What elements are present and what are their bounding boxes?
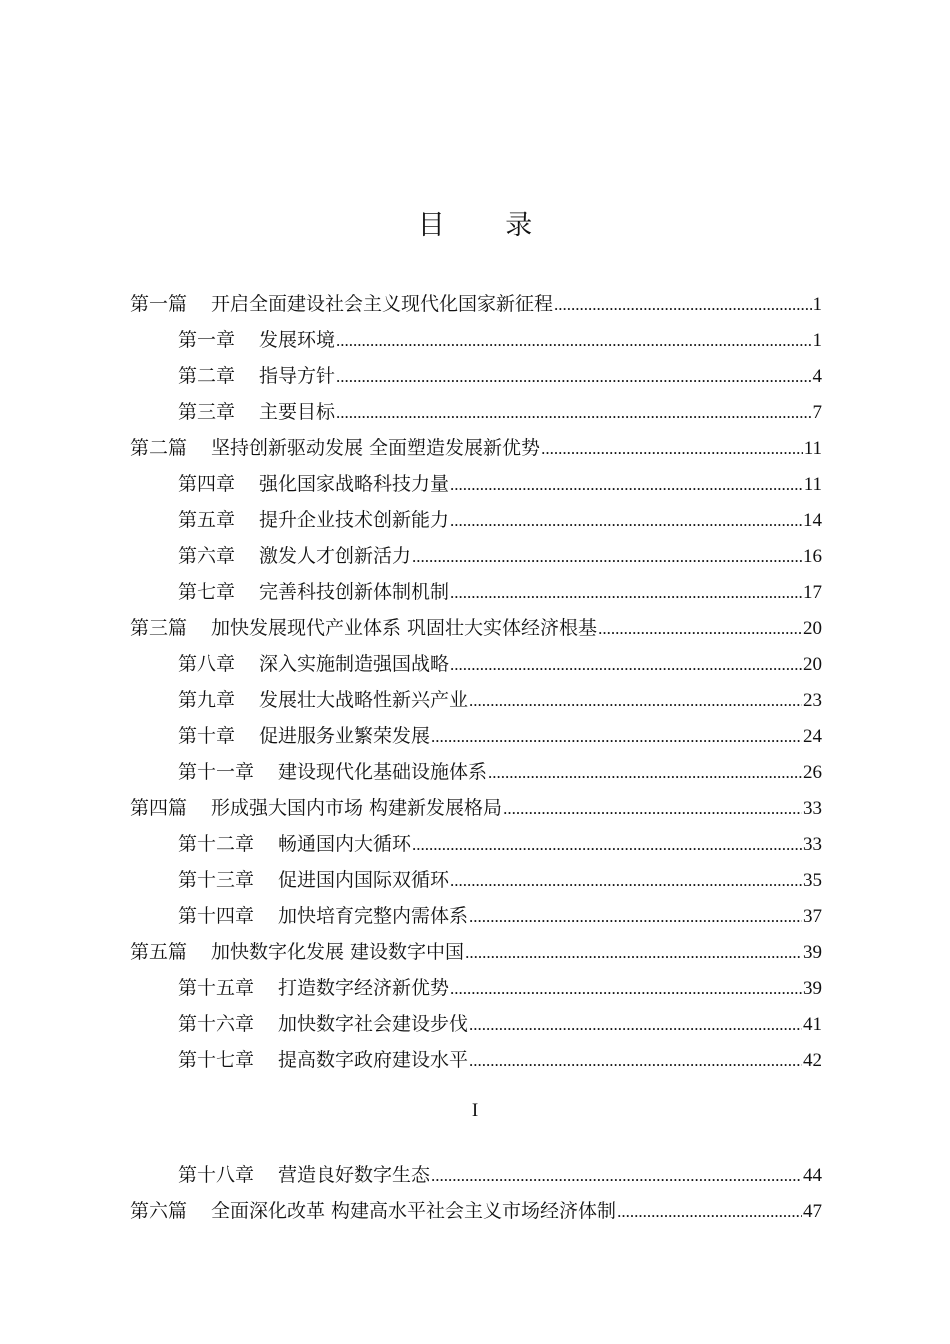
toc-entry-title: 加快数字社会建设步伐: [278, 1013, 469, 1035]
toc-entry-title: 坚持创新驱动发展 全面塑造发展新优势: [211, 437, 541, 459]
toc-dot-leader: [541, 431, 803, 467]
toc-list: [130, 286, 822, 1078]
toc-dot-leader: [450, 863, 802, 899]
toc-entry-title: 发展环境: [259, 329, 336, 351]
toc-entry-chapter[interactable]: [130, 538, 822, 574]
toc-dot-leader: [465, 935, 802, 971]
toc-entry-chapter[interactable]: [130, 646, 822, 682]
toc-entry-title: 完善科技创新体制机制: [259, 581, 450, 603]
toc-entry-title: 激发人才创新活力: [259, 545, 412, 567]
toc-entry-chapter[interactable]: [130, 970, 822, 1006]
toc-entry-title: 发展壮大战略性新兴产业: [259, 689, 469, 711]
toc-entry-chapter[interactable]: [130, 394, 822, 430]
toc-dot-leader: [469, 1043, 802, 1079]
toc-entry-title: 强化国家战略科技力量: [259, 473, 450, 495]
toc-entry-title: 促进国内国际双循环: [278, 869, 450, 891]
toc-entry-page: 7: [812, 402, 822, 423]
toc-entry-title: 加快发展现代产业体系 巩固壮大实体经济根基: [211, 617, 598, 639]
toc-entry-chapter[interactable]: [130, 322, 822, 358]
toc-entry-chapter[interactable]: [130, 466, 822, 502]
toc-entry-number: 第十七章: [178, 1049, 255, 1071]
toc-entry-page: 1: [812, 330, 822, 351]
toc-entry-part[interactable]: [130, 790, 822, 826]
toc-entry-title: 深入实施制造强国战略: [259, 653, 450, 675]
toc-entry-title: 加快数字化发展 建设数字中国: [211, 941, 465, 963]
toc-entry-page: 24: [803, 726, 822, 747]
toc-dot-leader: [336, 359, 811, 395]
toc-entry-number: 第一章: [178, 329, 236, 351]
toc-entry-page: 35: [803, 870, 822, 891]
toc-entry-page: 16: [803, 546, 822, 567]
toc-dot-leader: [450, 467, 803, 503]
toc-dot-leader: [469, 899, 802, 935]
toc-entry-page: 33: [803, 798, 822, 819]
toc-entry-number: 第三章: [178, 401, 236, 423]
toc-entry-number: 第四章: [178, 473, 236, 495]
toc-entry-page: 47: [803, 1201, 822, 1222]
toc-entry-page: 42: [803, 1050, 822, 1071]
toc-entry-chapter[interactable]: [130, 1006, 822, 1042]
toc-dot-leader: [450, 503, 802, 539]
toc-entry-number: 第十四章: [178, 905, 255, 927]
toc-entry-part[interactable]: [130, 934, 822, 970]
toc-dot-leader: [469, 683, 802, 719]
toc-entry-number: 第十三章: [178, 869, 255, 891]
toc-entry-page: 20: [803, 654, 822, 675]
toc-entry-title: 打造数字经济新优势: [278, 977, 450, 999]
toc-entry-title: 促进服务业繁荣发展: [259, 725, 431, 747]
toc-entry-number: 第四篇: [130, 797, 188, 819]
toc-entry-title: 全面深化改革 构建高水平社会主义市场经济体制: [211, 1200, 617, 1222]
toc-entry-page: 20: [803, 618, 822, 639]
toc-entry-page: 11: [803, 438, 822, 459]
toc-entry-page: 4: [812, 366, 822, 387]
toc-entry-number: 第一篇: [130, 293, 188, 315]
toc-entry-number: 第六篇: [130, 1200, 188, 1222]
toc-entry-page: 17: [803, 582, 822, 603]
toc-entry-page: 37: [803, 906, 822, 927]
toc-entry-title: 提升企业技术创新能力: [259, 509, 450, 531]
toc-dot-leader: [431, 719, 802, 755]
toc-entry-chapter[interactable]: [130, 1157, 822, 1193]
toc-entry-title: 加快培育完整内需体系: [278, 905, 469, 927]
toc-entry-number: 第二章: [178, 365, 236, 387]
toc-dot-leader: [554, 287, 811, 323]
toc-title: 目 录: [417, 210, 559, 241]
toc-entry-chapter[interactable]: [130, 754, 822, 790]
toc-dot-leader: [469, 1007, 802, 1043]
toc-entry-title: 形成强大国内市场 构建新发展格局: [211, 797, 503, 819]
toc-entry-chapter[interactable]: [130, 862, 822, 898]
page-number: I: [471, 1100, 479, 1121]
toc-dot-leader: [336, 395, 811, 431]
toc-entry-number: 第十六章: [178, 1013, 255, 1035]
toc-entry-page: 44: [803, 1165, 822, 1186]
toc-entry-number: 第十二章: [178, 833, 255, 855]
toc-entry-number: 第五篇: [130, 941, 188, 963]
toc-entry-chapter[interactable]: [130, 682, 822, 718]
toc-entry-chapter[interactable]: [130, 574, 822, 610]
toc-dot-leader: [450, 971, 802, 1007]
toc-entry-number: 第三篇: [130, 617, 188, 639]
toc-entry-chapter[interactable]: [130, 898, 822, 934]
toc-entry-number: 第八章: [178, 653, 236, 675]
toc-dot-leader: [598, 611, 802, 647]
toc-dot-leader: [336, 323, 811, 359]
toc-entry-chapter[interactable]: [130, 826, 822, 862]
toc-entry-number: 第七章: [178, 581, 236, 603]
toc-entry-chapter[interactable]: [130, 502, 822, 538]
toc-entry-title: 提高数字政府建设水平: [278, 1049, 469, 1071]
toc-entry-title: 开启全面建设社会主义现代化国家新征程: [211, 293, 554, 315]
toc-dot-leader: [450, 647, 802, 683]
toc-entry-page: 1: [812, 294, 822, 315]
toc-list-continued: [130, 1157, 822, 1229]
toc-dot-leader: [431, 1158, 802, 1194]
toc-entry-number: 第十五章: [178, 977, 255, 999]
toc-entry-part[interactable]: [130, 430, 822, 466]
toc-entry-page: 39: [803, 978, 822, 999]
toc-entry-number: 第十八章: [178, 1164, 255, 1186]
toc-entry-page: 41: [803, 1014, 822, 1035]
toc-entry-page: 33: [803, 834, 822, 855]
toc-entry-number: 第二篇: [130, 437, 188, 459]
toc-entry-chapter[interactable]: [130, 1042, 822, 1078]
toc-entry-number: 第十章: [178, 725, 236, 747]
toc-entry-part[interactable]: [130, 286, 822, 322]
toc-dot-leader: [450, 575, 802, 611]
toc-entry-number: 第十一章: [178, 761, 255, 783]
toc-dot-leader: [503, 791, 802, 827]
toc-entry-title: 营造良好数字生态: [278, 1164, 431, 1186]
toc-entry-page: 39: [803, 942, 822, 963]
toc-entry-page: 23: [803, 690, 822, 711]
toc-dot-leader: [617, 1194, 802, 1230]
toc-entry-page: 14: [803, 510, 822, 531]
toc-entry-part[interactable]: [130, 610, 822, 646]
toc-entry-title: 畅通国内大循环: [278, 833, 412, 855]
toc-dot-leader: [412, 827, 802, 863]
toc-entry-number: 第六章: [178, 545, 236, 567]
toc-entry-part[interactable]: [130, 1193, 822, 1229]
toc-entry-chapter[interactable]: [130, 358, 822, 394]
toc-entry-chapter[interactable]: [130, 718, 822, 754]
toc-dot-leader: [412, 539, 802, 575]
toc-entry-page: 26: [803, 762, 822, 783]
toc-entry-page: 11: [803, 474, 822, 495]
toc-entry-number: 第九章: [178, 689, 236, 711]
toc-entry-title: 指导方针: [259, 365, 336, 387]
toc-entry-number: 第五章: [178, 509, 236, 531]
toc-entry-title: 主要目标: [259, 401, 336, 423]
toc-dot-leader: [488, 755, 802, 791]
toc-entry-title: 建设现代化基础设施体系: [278, 761, 488, 783]
